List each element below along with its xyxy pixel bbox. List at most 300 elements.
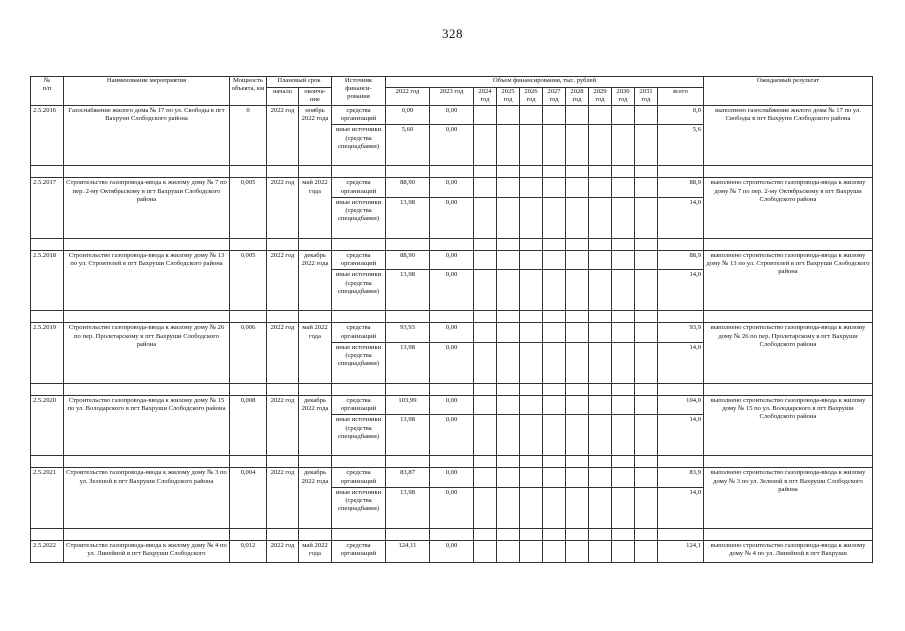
spacer-cell <box>704 383 873 395</box>
power-value: 0 <box>230 106 267 166</box>
year-value-cell <box>635 342 658 383</box>
measure-name: Строительство газопровода-ввода к жилому дому № 15 по ул. Володарского в пгт Вахруши Слободского района <box>64 395 230 455</box>
year-value-cell <box>497 540 520 562</box>
value-2023: 0,00 <box>430 540 474 562</box>
value-total: 88,9 <box>658 178 704 197</box>
year-value-cell <box>589 342 612 383</box>
spacer-cell <box>635 166 658 178</box>
header-end: оконча- ние <box>299 88 332 106</box>
value-total: 104,0 <box>658 395 704 414</box>
header-period: Плановый срок <box>267 77 332 88</box>
spacer-cell <box>332 166 386 178</box>
year-value-cell <box>543 178 566 197</box>
power-value: 0,005 <box>230 178 267 238</box>
year-value-cell <box>566 342 589 383</box>
spacer-cell <box>543 456 566 468</box>
spacer-cell <box>64 166 230 178</box>
value-2022: 13,98 <box>386 197 430 238</box>
value-total: 14,0 <box>658 270 704 311</box>
expected-result: выполнено строительство газопровода-ввода к жилому дому № 3 по ул. Зеленой в пгт Вахруши Слободского района <box>704 468 873 528</box>
spacer-cell <box>332 238 386 250</box>
spacer-cell <box>430 456 474 468</box>
spacer-cell <box>497 456 520 468</box>
value-2022: 13,98 <box>386 342 430 383</box>
funding-source: средства организаций <box>332 323 386 342</box>
spacer-cell <box>566 528 589 540</box>
row-number: 2.5.2019 <box>31 323 64 383</box>
year-value-cell <box>520 342 543 383</box>
year-value-cell <box>635 178 658 197</box>
spacer-cell <box>635 311 658 323</box>
value-total: 0,0 <box>658 106 704 125</box>
funding-source: иные источники (средства спецнадбавки) <box>332 197 386 238</box>
spacer-cell <box>474 456 497 468</box>
spacer-cell <box>612 456 635 468</box>
year-value-cell <box>474 270 497 311</box>
spacer-cell <box>31 456 64 468</box>
year-value-cell <box>543 197 566 238</box>
year-value-cell <box>497 270 520 311</box>
spacer-cell <box>520 238 543 250</box>
year-value-cell <box>566 106 589 125</box>
spacer-cell <box>299 456 332 468</box>
spacer-cell <box>658 383 704 395</box>
measure-name: Газоснабжение жилого дома № 17 по ул. Свободы в пгт Вахрунн Слободского района <box>64 106 230 166</box>
year-value-cell <box>497 125 520 166</box>
start-date: 2022 год <box>267 178 299 238</box>
row-spacer <box>31 238 873 250</box>
year-value-cell <box>474 125 497 166</box>
spacer-cell <box>497 238 520 250</box>
table-header <box>31 77 873 106</box>
spacer-cell <box>543 238 566 250</box>
value-total: 14,0 <box>658 487 704 528</box>
end-date: декабрь 2022 года <box>299 395 332 455</box>
spacer-cell <box>230 238 267 250</box>
header-year: 2024 год <box>474 88 497 106</box>
row-spacer <box>31 528 873 540</box>
year-value-cell <box>635 197 658 238</box>
year-value-cell <box>589 270 612 311</box>
year-value-cell <box>566 197 589 238</box>
year-value-cell <box>497 415 520 456</box>
year-value-cell <box>497 395 520 414</box>
year-value-cell <box>635 487 658 528</box>
spacer-cell <box>635 528 658 540</box>
expected-result: выполнено строительство газопровода-ввода к жилому дому № 13 по ул. Строителей в пгт Вахруши Слободского района <box>704 250 873 310</box>
year-value-cell <box>589 178 612 197</box>
funding-source: средства организаций <box>332 250 386 269</box>
value-total: 124,1 <box>658 540 704 562</box>
spacer-cell <box>386 166 430 178</box>
funding-source: иные источники (средства спецнадбавки) <box>332 270 386 311</box>
row-number: 2.5.2022 <box>31 540 64 562</box>
power-value: 0,004 <box>230 468 267 528</box>
spacer-cell <box>589 528 612 540</box>
spacer-cell <box>474 383 497 395</box>
spacer-cell <box>332 456 386 468</box>
header-year: 2031 год <box>635 88 658 106</box>
year-value-cell <box>589 415 612 456</box>
year-value-cell <box>474 487 497 528</box>
measure-name: Строительство газопровода-ввода к жилому дому № 26 по пер. Пролетарскому в пгт Вахруши Слободского района <box>64 323 230 383</box>
spacer-cell <box>474 311 497 323</box>
year-value-cell <box>612 178 635 197</box>
spacer-cell <box>230 166 267 178</box>
year-value-cell <box>635 323 658 342</box>
spacer-cell <box>704 456 873 468</box>
spacer-cell <box>299 528 332 540</box>
row-number: 2.5.2017 <box>31 178 64 238</box>
row-spacer <box>31 456 873 468</box>
spacer-cell <box>704 311 873 323</box>
year-value-cell <box>497 106 520 125</box>
spacer-cell <box>64 238 230 250</box>
measure-name: Строительство газопровода-ввода к жилому дому № 13 по ул. Строителей в пгт Вахруши Слободского района <box>64 250 230 310</box>
value-2023: 0,00 <box>430 250 474 269</box>
spacer-cell <box>566 166 589 178</box>
value-total: 93,9 <box>658 323 704 342</box>
year-value-cell <box>566 250 589 269</box>
year-value-cell <box>566 323 589 342</box>
year-value-cell <box>474 323 497 342</box>
start-date: 2022 год <box>267 395 299 455</box>
value-2023: 0,00 <box>430 395 474 414</box>
power-value: 0,005 <box>230 250 267 310</box>
spacer-cell <box>474 238 497 250</box>
end-date: декабрь 2022 года <box>299 468 332 528</box>
spacer-cell <box>386 528 430 540</box>
year-value-cell <box>497 342 520 383</box>
spacer-cell <box>497 383 520 395</box>
end-date: май 2022 года <box>299 323 332 383</box>
year-value-cell <box>474 250 497 269</box>
year-value-cell <box>497 197 520 238</box>
year-value-cell <box>566 468 589 487</box>
spacer-cell <box>566 238 589 250</box>
year-value-cell <box>543 323 566 342</box>
year-value-cell <box>474 540 497 562</box>
year-value-cell <box>543 415 566 456</box>
spacer-cell <box>635 383 658 395</box>
value-2022: 0,00 <box>386 106 430 125</box>
start-date: 2022 год <box>267 106 299 166</box>
spacer-cell <box>612 166 635 178</box>
spacer-cell <box>299 311 332 323</box>
year-value-cell <box>520 415 543 456</box>
row-number: 2.5.2016 <box>31 106 64 166</box>
year-value-cell <box>612 342 635 383</box>
expected-result: выполнено строительство газопровода-ввода к жилому дому № 15 по ул. Володарского в пгт Вахруши Слободского района <box>704 395 873 455</box>
spacer-cell <box>474 166 497 178</box>
value-2022: 88,90 <box>386 250 430 269</box>
year-value-cell <box>612 270 635 311</box>
year-value-cell <box>543 468 566 487</box>
power-value: 0,012 <box>230 540 267 562</box>
row-number: 2.5.2018 <box>31 250 64 310</box>
value-2023: 0,00 <box>430 197 474 238</box>
spacer-cell <box>589 238 612 250</box>
spacer-cell <box>635 456 658 468</box>
spacer-cell <box>612 383 635 395</box>
spacer-cell <box>230 456 267 468</box>
spacer-cell <box>64 311 230 323</box>
header-power: Мощность объекта, км <box>230 77 267 106</box>
year-value-cell <box>497 178 520 197</box>
end-date: май 2022 года <box>299 178 332 238</box>
spacer-cell <box>589 311 612 323</box>
year-value-cell <box>543 250 566 269</box>
value-2023: 0,00 <box>430 106 474 125</box>
header-name: Наименование мероприятия <box>64 77 230 106</box>
year-value-cell <box>474 342 497 383</box>
year-value-cell <box>635 415 658 456</box>
spacer-cell <box>230 528 267 540</box>
spacer-cell <box>31 238 64 250</box>
funding-source: средства организаций <box>332 106 386 125</box>
year-value-cell <box>520 487 543 528</box>
year-value-cell <box>543 540 566 562</box>
year-value-cell <box>520 395 543 414</box>
year-value-cell <box>566 415 589 456</box>
year-value-cell <box>497 487 520 528</box>
spacer-cell <box>543 383 566 395</box>
value-2022: 13,98 <box>386 270 430 311</box>
row-spacer <box>31 311 873 323</box>
spacer-cell <box>267 456 299 468</box>
value-2022: 5,60 <box>386 125 430 166</box>
year-value-cell <box>612 106 635 125</box>
spacer-cell <box>474 528 497 540</box>
spacer-cell <box>543 528 566 540</box>
measure-name: Строительство газопровода-ввода к жилому дому № 7 по пер. 2-му Октябрьскому в пгт Вахруши Слободского района <box>64 178 230 238</box>
spacer-cell <box>31 528 64 540</box>
funding-source: иные источники (средства спецнадбавки) <box>332 125 386 166</box>
spacer-cell <box>566 383 589 395</box>
year-value-cell <box>635 540 658 562</box>
spacer-cell <box>635 238 658 250</box>
value-2023: 0,00 <box>430 415 474 456</box>
spacer-cell <box>658 456 704 468</box>
header-total: всего <box>658 88 704 106</box>
spacer-cell <box>430 238 474 250</box>
year-value-cell <box>520 178 543 197</box>
year-value-cell <box>589 395 612 414</box>
value-2022: 88,90 <box>386 178 430 197</box>
year-value-cell <box>497 323 520 342</box>
year-value-cell <box>612 197 635 238</box>
expected-result: выполнено строительство газопровода-ввода к жилому дому № 4 по ул. Линейной в пгт Вахруши <box>704 540 873 562</box>
table-row <box>31 106 873 125</box>
spacer-cell <box>230 383 267 395</box>
end-date: декабрь 2022 года <box>299 250 332 310</box>
spacer-cell <box>658 311 704 323</box>
funding-source: средства организаций <box>332 178 386 197</box>
spacer-cell <box>267 528 299 540</box>
year-value-cell <box>635 395 658 414</box>
spacer-cell <box>267 166 299 178</box>
spacer-cell <box>543 311 566 323</box>
year-value-cell <box>497 468 520 487</box>
funding-source: иные источники (средства спецнадбавки) <box>332 487 386 528</box>
year-value-cell <box>589 106 612 125</box>
table-row <box>31 323 873 342</box>
spacer-cell <box>497 166 520 178</box>
year-value-cell <box>566 178 589 197</box>
value-2023: 0,00 <box>430 323 474 342</box>
spacer-cell <box>497 528 520 540</box>
row-spacer <box>31 383 873 395</box>
year-value-cell <box>612 415 635 456</box>
year-value-cell <box>497 250 520 269</box>
value-2023: 0,00 <box>430 342 474 383</box>
year-value-cell <box>566 270 589 311</box>
table-row <box>31 540 873 562</box>
expected-result: выполнено газоснабжение жилого дома № 17 по ул. Свободы в пгт Вахрунн Слободского района <box>704 106 873 166</box>
spacer-cell <box>386 238 430 250</box>
table-row <box>31 178 873 197</box>
spacer-cell <box>612 528 635 540</box>
value-2023: 0,00 <box>430 487 474 528</box>
start-date: 2022 год <box>267 250 299 310</box>
spacer-cell <box>520 383 543 395</box>
year-value-cell <box>635 270 658 311</box>
measure-name: Строительство газопровода-ввода к жилому дому № 4 по ул. Линейной в пгт Вахруши Слободского <box>64 540 230 562</box>
spacer-cell <box>430 166 474 178</box>
header-result: Ожидаемый результат <box>704 77 873 106</box>
spacer-cell <box>566 456 589 468</box>
spacer-cell <box>386 456 430 468</box>
spacer-cell <box>267 383 299 395</box>
year-value-cell <box>543 270 566 311</box>
funding-source: средства организаций <box>332 468 386 487</box>
spacer-cell <box>332 528 386 540</box>
year-value-cell <box>520 270 543 311</box>
table-body <box>31 106 873 563</box>
year-value-cell <box>612 250 635 269</box>
row-number: 2.5.2020 <box>31 395 64 455</box>
expected-result: выполнено строительство газопровода-ввода к жилому дому № 26 по пер. Пролетарскому в пгт Вахруши Слободского района <box>704 323 873 383</box>
spacer-cell <box>430 311 474 323</box>
year-value-cell <box>543 106 566 125</box>
header-volume: Объем финансирования, тыс. рублей <box>386 77 704 88</box>
value-total: 5,6 <box>658 125 704 166</box>
spacer-cell <box>520 456 543 468</box>
header-num: № п/п <box>31 77 64 106</box>
header-source: Источник финанси- рования <box>332 77 386 106</box>
spacer-cell <box>31 166 64 178</box>
year-value-cell <box>589 487 612 528</box>
year-value-cell <box>566 540 589 562</box>
year-value-cell <box>520 468 543 487</box>
spacer-cell <box>589 456 612 468</box>
header-year: 2023 год <box>430 88 474 106</box>
value-total: 83,9 <box>658 468 704 487</box>
spacer-cell <box>566 311 589 323</box>
value-total: 14,0 <box>658 342 704 383</box>
value-total: 88,9 <box>658 250 704 269</box>
year-value-cell <box>635 468 658 487</box>
row-spacer <box>31 166 873 178</box>
expected-result: выполнено строительство газопровода-ввода к жилому дому № 7 по пер. 2-му Октябрьскому в пгт Вахруши Слободского района <box>704 178 873 238</box>
spacer-cell <box>31 311 64 323</box>
year-value-cell <box>589 540 612 562</box>
year-value-cell <box>520 323 543 342</box>
year-value-cell <box>566 395 589 414</box>
value-2023: 0,00 <box>430 178 474 197</box>
value-2022: 93,93 <box>386 323 430 342</box>
end-date: ноябрь 2022 года <box>299 106 332 166</box>
year-value-cell <box>543 125 566 166</box>
year-value-cell <box>589 468 612 487</box>
spacer-cell <box>658 238 704 250</box>
year-value-cell <box>474 468 497 487</box>
value-2022: 13,98 <box>386 415 430 456</box>
spacer-cell <box>520 166 543 178</box>
spacer-cell <box>267 311 299 323</box>
spacer-cell <box>589 166 612 178</box>
header-year: 2027 год <box>543 88 566 106</box>
power-value: 0,008 <box>230 395 267 455</box>
year-value-cell <box>635 125 658 166</box>
spacer-cell <box>658 528 704 540</box>
spacer-cell <box>658 166 704 178</box>
spacer-cell <box>704 166 873 178</box>
spacer-cell <box>430 383 474 395</box>
year-value-cell <box>635 106 658 125</box>
year-value-cell <box>566 125 589 166</box>
spacer-cell <box>386 311 430 323</box>
table-row <box>31 250 873 269</box>
year-value-cell <box>474 395 497 414</box>
spacer-cell <box>543 166 566 178</box>
value-2023: 0,00 <box>430 270 474 311</box>
spacer-cell <box>386 383 430 395</box>
year-value-cell <box>520 125 543 166</box>
year-value-cell <box>589 197 612 238</box>
value-2022: 124,11 <box>386 540 430 562</box>
year-value-cell <box>474 415 497 456</box>
table-row <box>31 395 873 414</box>
spacer-cell <box>704 238 873 250</box>
spacer-cell <box>497 311 520 323</box>
spacer-cell <box>612 238 635 250</box>
start-date: 2022 год <box>267 323 299 383</box>
year-value-cell <box>589 323 612 342</box>
start-date: 2022 год <box>267 540 299 562</box>
year-value-cell <box>474 106 497 125</box>
value-2022: 83,87 <box>386 468 430 487</box>
spacer-cell <box>704 528 873 540</box>
year-value-cell <box>612 125 635 166</box>
year-value-cell <box>543 342 566 383</box>
year-value-cell <box>635 250 658 269</box>
funding-source: средства организаций <box>332 540 386 562</box>
header-year: 2022 год <box>386 88 430 106</box>
spacer-cell <box>31 383 64 395</box>
spacer-cell <box>589 383 612 395</box>
year-value-cell <box>474 197 497 238</box>
year-value-cell <box>474 178 497 197</box>
year-value-cell <box>520 106 543 125</box>
year-value-cell <box>612 468 635 487</box>
table-row <box>31 468 873 487</box>
year-value-cell <box>589 125 612 166</box>
row-number: 2.5.2021 <box>31 468 64 528</box>
spacer-cell <box>64 456 230 468</box>
header-year: 2026 год <box>520 88 543 106</box>
year-value-cell <box>543 487 566 528</box>
